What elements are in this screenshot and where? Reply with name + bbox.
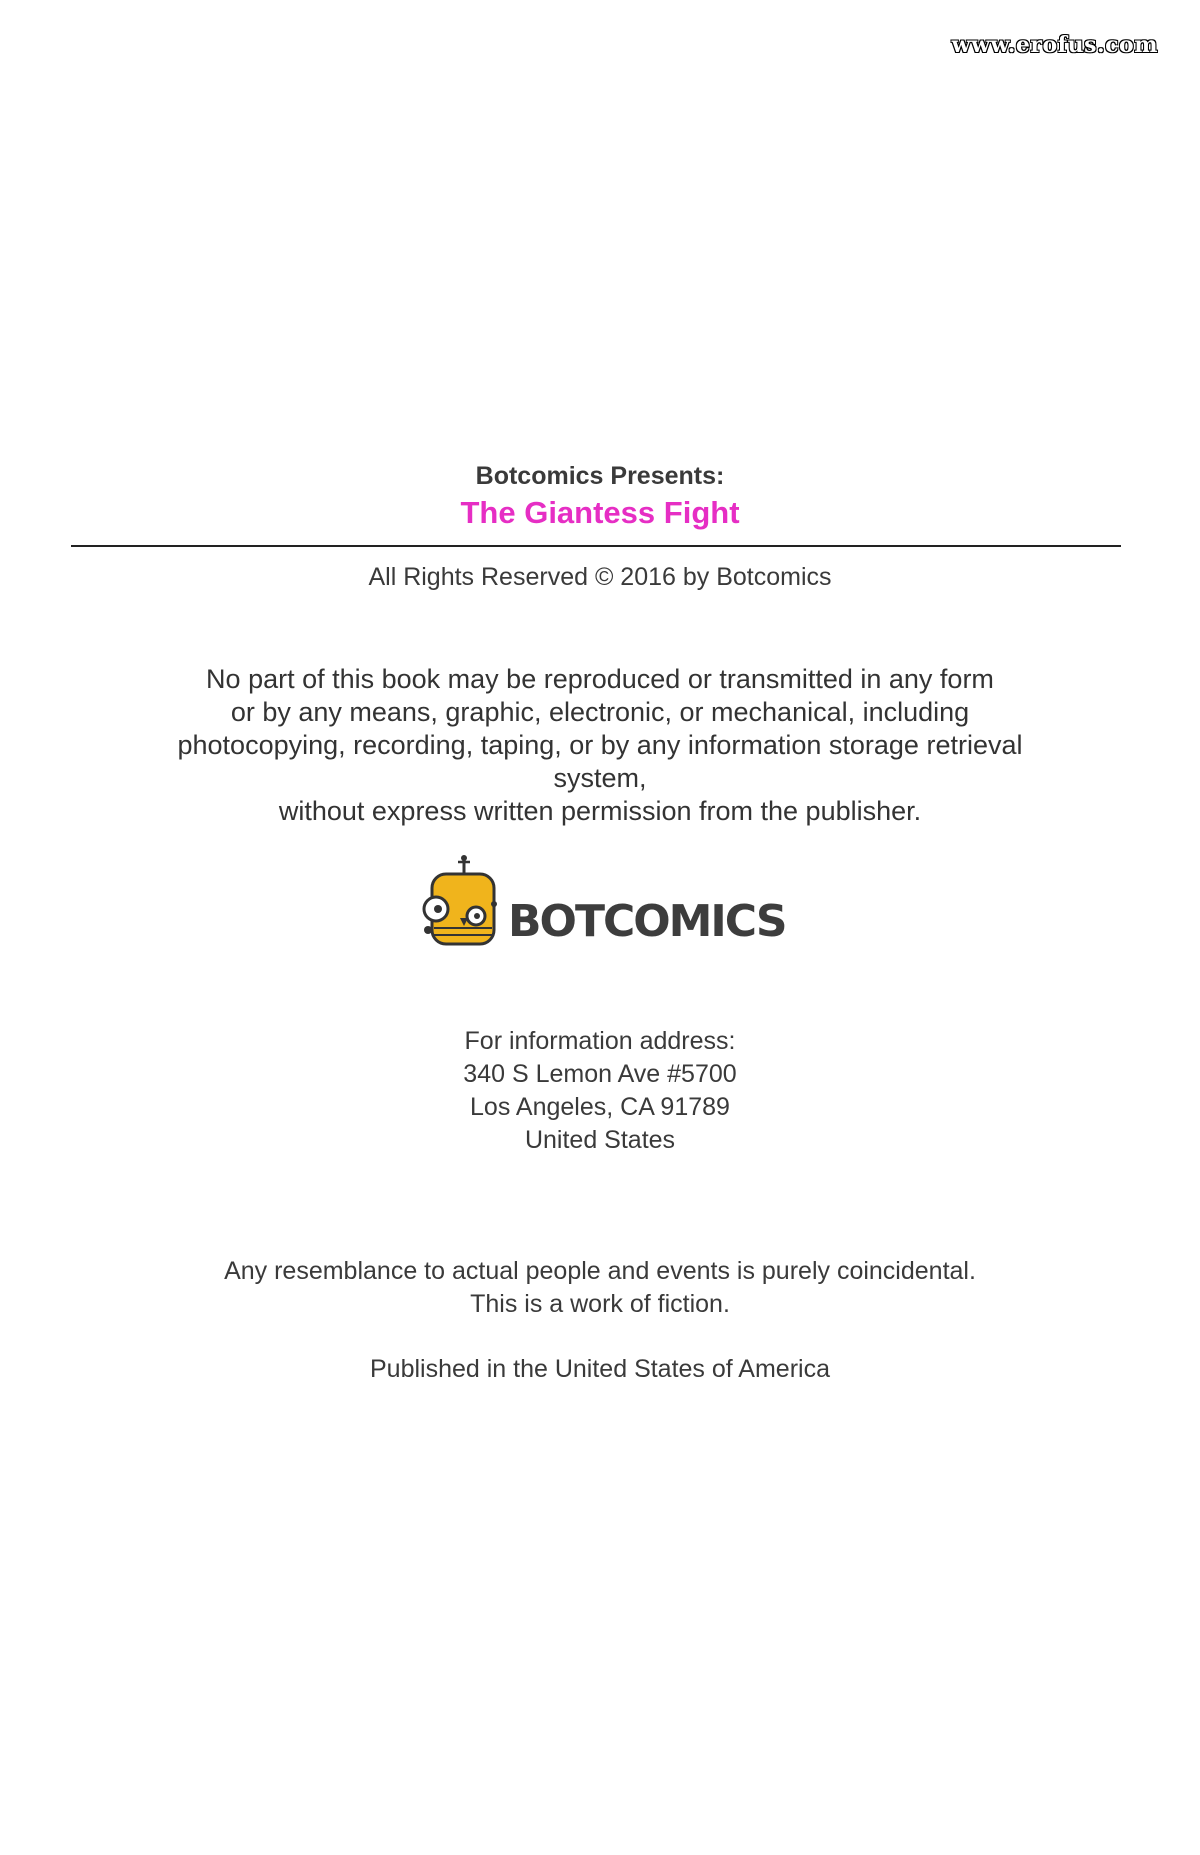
address-city: Los Angeles, CA 91789 [470, 1093, 730, 1121]
reproduction-notice [0, 663, 1200, 828]
notice-line: photocopying, recording, taping, or by any information storage retrieval [177, 730, 1023, 760]
disclaimer-line: This is a work of fiction. [470, 1290, 730, 1318]
address-country: United States [524, 1126, 676, 1154]
comic-title: The Giantess Fight [460, 495, 740, 530]
copyright-line: All Rights Reserved © 2016 by Botcomics [368, 563, 832, 591]
disclaimer-line: Any resemblance to actual people and events is purely coincidental. [224, 1257, 976, 1285]
notice-line: without express written permission from the publisher. [278, 796, 922, 826]
site-watermark: www.erofus.com [951, 32, 1158, 58]
published-statement: Published in the United States of America [370, 1355, 830, 1383]
robot-head-icon [420, 854, 500, 954]
notice-line: No part of this book may be reproduced or transmitted in any form [206, 664, 994, 694]
address-street: 340 S Lemon Ave #5700 [463, 1060, 737, 1088]
logo-wordmark: BOTCOMICS [508, 896, 786, 947]
address-heading: For information address: [464, 1027, 736, 1055]
botcomics-logo [420, 854, 786, 954]
notice-line: system, [553, 763, 647, 793]
fiction-disclaimer [0, 1255, 1200, 1321]
title-divider [71, 545, 1121, 547]
notice-line: or by any means, graphic, electronic, or mechanical, including [230, 697, 970, 727]
presents-heading: Botcomics Presents: [475, 462, 725, 490]
contact-address [0, 1025, 1200, 1157]
